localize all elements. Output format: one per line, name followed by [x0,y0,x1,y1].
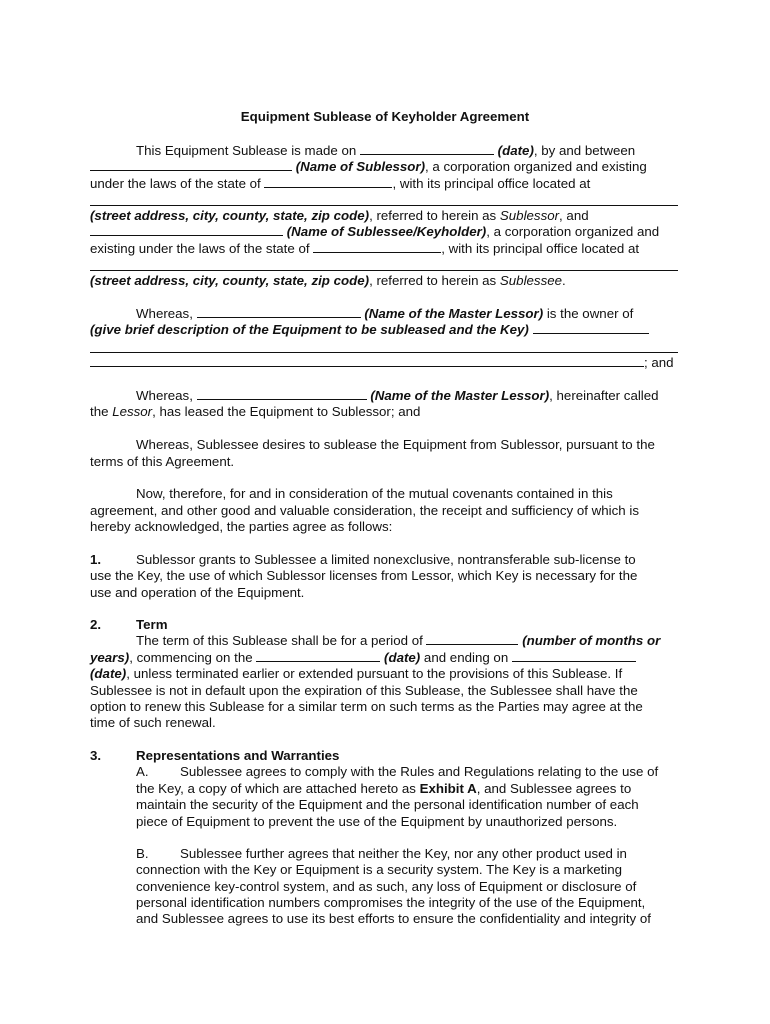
text: The term of this Sublease shall be for a period of [136,633,427,648]
whereas2-line-1 [136,388,659,404]
text: , a corporation organized and [486,224,660,239]
intro-line-9 [90,273,566,289]
master-lessor-blank[interactable] [197,306,361,318]
term-length-blank[interactable] [426,633,518,645]
text: and ending on [420,650,512,665]
equipment-description-label: (give brief description of the Equipment to be subleased and the Key) [90,322,529,337]
section-2-line-2 [90,650,636,666]
intro-line-2 [90,159,647,175]
text: , and Sublessee agrees to [476,781,632,796]
equipment-description-blank[interactable] [533,322,649,334]
section-3b-line-2: connection with the Key or Equipment is a security system. The Key is a marketing [136,862,623,877]
section-2-line-1 [136,633,660,649]
section-2-line-4: Sublessee is not in default upon the expiration of this Sublease, the Sublessee shall have the [90,683,638,698]
master-lessor-label: (Name of the Master Lessor) [364,306,544,321]
section-1-line-3: use and operation of the Equipment. [90,585,305,600]
intro-line-6 [90,224,659,240]
sublessee-name-blank[interactable] [90,224,283,236]
text: , with its principal office located at [441,241,640,256]
address-label: (street address, city, county, state, zip code) [90,273,370,288]
intro-line-5 [90,208,589,224]
text: , referred to herein as [369,273,500,288]
whereas3-line-2: terms of this Agreement. [90,454,235,469]
date-blank[interactable] [360,143,494,155]
now-line-2: agreement, and other good and valuable consideration, the receipt and sufficiency of which is [90,503,639,518]
section-1-number: 1. [90,552,102,567]
text: Sublessor [499,208,560,223]
text: Whereas, [136,306,197,321]
date-label: (date) [90,666,127,681]
date-label: (date) [384,650,421,665]
master-lessor-label: (Name of the Master Lessor) [370,388,550,403]
whereas1-line-2 [90,322,649,338]
text: existing under the laws of the state of [90,241,314,256]
text: the Key, a copy of which are attached hereto as [136,781,420,796]
now-line-1: Now, therefore, for and in consideration of the mutual covenants contained in this [136,486,613,501]
section-1-line-1: Sublessor grants to Sublessee a limited nonexclusive, nontransferable sub-license to [136,552,636,567]
state-blank-2[interactable] [313,241,441,253]
address-blank-1[interactable] [90,205,678,206]
text: , referred to herein as [369,208,500,223]
text: . [562,273,566,288]
text: , hereinafter called [549,388,659,403]
section-2-number: 2. [90,617,102,632]
section-2-heading: Term [136,617,168,632]
master-lessor-blank-2[interactable] [197,388,367,400]
intro-line-7 [90,241,639,257]
text: is the owner of [543,306,634,321]
section-3b-line-1: Sublessee further agrees that neither the Key, nor any other product used in [180,846,627,861]
sublessor-label: (Name of Sublessor) [295,159,426,174]
whereas3-line-1: Whereas, Sublessee desires to sublease the Equipment from Sublessor, pursuant to the [136,437,655,452]
section-2-line-5: option to renew this Sublease for a similar term on such terms as the Parties may agree at the [90,699,643,714]
whereas2-line-2 [90,404,420,420]
description-blank-line-2[interactable] [90,355,644,367]
text: Sublessee [499,273,563,288]
section-3a-label: A. [136,764,149,779]
whereas1-line-1 [136,306,633,322]
text: , unless terminated earlier or extended pursuant to the provisions of this Sublease. If [126,666,623,681]
section-2-line-6: time of such renewal. [90,715,216,730]
section-3b-line-5: and Sublessee agrees to use its best efforts to ensure the confidentiality and integrity of [136,911,651,926]
text: the [90,404,113,419]
now-line-3: hereby acknowledged, the parties agree as follows: [90,519,393,534]
text: under the laws of the state of [90,176,265,191]
section-3b-line-3: convenience key-control system, and as such, any loss of Equipment or disclosure of [136,879,637,894]
intro-line-1 [136,143,635,159]
start-date-blank[interactable] [256,650,380,662]
text: , commencing on the [129,650,257,665]
document-title: Equipment Sublease of Keyholder Agreement [240,109,530,124]
address-blank-2[interactable] [90,270,678,271]
text: , with its principal office located at [392,176,591,191]
text: ; and [644,355,674,370]
section-3-heading: Representations and Warranties [136,748,340,763]
state-blank[interactable] [264,176,392,188]
sublessee-label: (Name of Sublessee/Keyholder) [286,224,487,239]
section-3b-label: B. [136,846,149,861]
text: , has leased the Equipment to Sublessor; and [152,404,421,419]
text: , a corporation organized and existing [425,159,647,174]
section-3a-line-3: maintain the security of the Equipment and the personal identification number of each [136,797,639,812]
term-label: (number of months or [522,633,661,648]
section-3a-line-4: piece of Equipment to prevent the use of the Equipment by unauthorized persons. [136,814,618,829]
text: , and [559,208,589,223]
intro-line-3 [90,176,590,192]
text: Lessor [112,404,153,419]
section-1-line-2: use the Key, the use of which Sublessor licenses from Lessor, which Key is necessary for the [90,568,638,583]
section-3a-line-2 [136,781,631,797]
text: , by and between [533,143,636,158]
date-label: (date) [497,143,534,158]
text: Whereas, [136,388,197,403]
whereas1-line-4 [90,355,674,371]
text: This Equipment Sublease is made on [136,143,360,158]
section-3-number: 3. [90,748,102,763]
end-date-blank[interactable] [512,650,636,662]
section-2-line-3 [90,666,622,682]
section-3b-line-4: personal identification numbers compromises the integrity of the use of the Equipment, [136,895,646,910]
term-label: years) [90,650,130,665]
sublessor-name-blank[interactable] [90,159,292,171]
section-3a-line-1: Sublessee agrees to comply with the Rules and Regulations relating to the use of [180,764,659,779]
address-label: (street address, city, county, state, zip code) [90,208,370,223]
description-blank-line[interactable] [90,352,678,353]
exhibit-reference: Exhibit A [419,781,477,796]
